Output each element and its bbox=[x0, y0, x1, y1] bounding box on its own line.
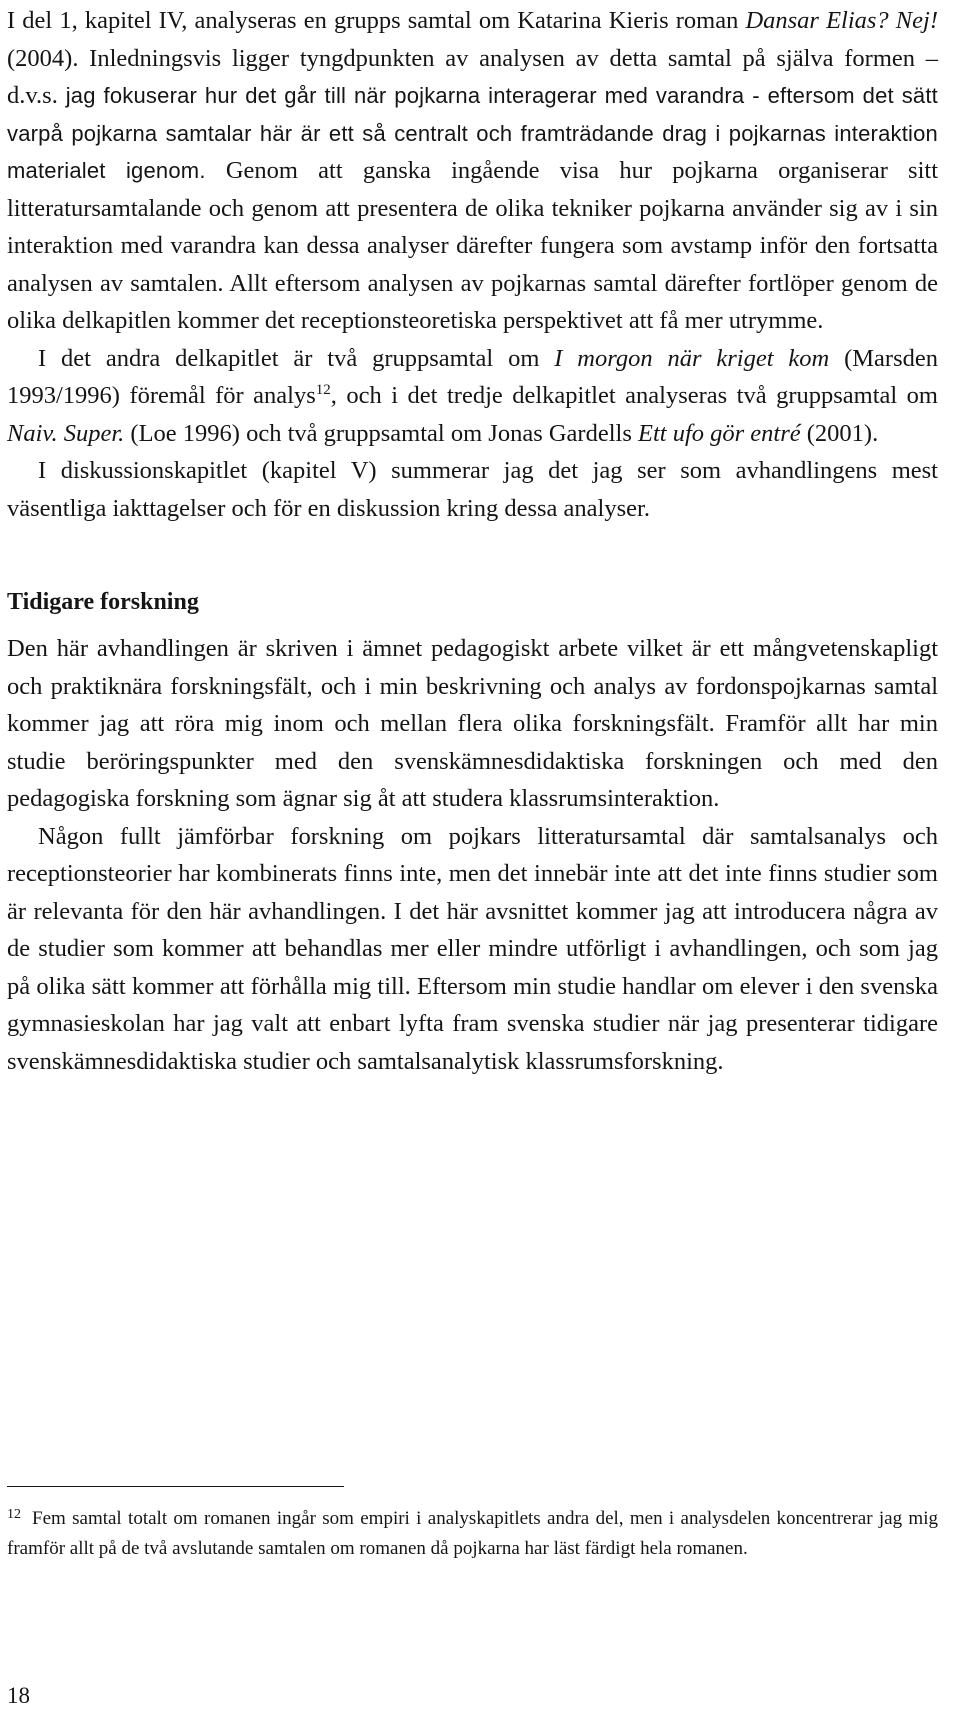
intro-text-sans: jag fokuserar hur det går till när pojkarna interagerar med varandra - eftersom det sätt varpå pojkarna samtalar här är ett så centralt och framträdande drag i pojkarnas interaktion materialet igenom. bbox=[7, 83, 938, 183]
footnote bbox=[7, 1504, 938, 1564]
p2-text-c: , och i det tredje delkapitlet analyseras två gruppsamtal om bbox=[330, 382, 938, 409]
p2-text-b: (Marsden 1993/1996) föremål för analys bbox=[7, 344, 938, 409]
paragraph-research-field: Den här avhandlingen är skriven i ämnet pedagogiskt arbete vilket är ett mångvetenskapligt och praktiknära forskningsfält, och i min beskrivning och analys av fordonspojkarnas samtal kommer jag att röra mig inom och mellan flera olika forskningsfält. Framför allt har min studie beröringspunkter med den svenskämnesdidaktiska forskningen och med den pedagogiska forskning som ägnar sig åt att studera klassrumsinteraktion. bbox=[7, 635, 938, 812]
intro-text-b: (2004). Inledningsvis ligger tyngdpunkten av analysen av detta samtal på själva formen – d.v.s. bbox=[7, 44, 938, 109]
book-title-dansar-elias: Dansar Elias? Nej! bbox=[745, 7, 938, 34]
footnote-separator bbox=[7, 1486, 344, 1487]
p2-text-e: (2001). bbox=[800, 419, 879, 447]
footnote-reference: 12 bbox=[315, 382, 331, 398]
footnote-text: Fem samtal totalt om romanen ingår som empiri i analyskapitlets andra del, men i analysdelen koncentrerar jag mig framför allt på de två avslutande samtalen om romanen då pojkarna har läst färdigt hela romanen. bbox=[7, 1508, 938, 1559]
paragraph-comparable-research: Någon fullt jämförbar forskning om pojkars litteratursamtal där samtalsanalys och receptionsteorier har kombinerats finns inte, men det innebär inte att det inte finns studier som är relevanta för den här avhandlingen. I det här avsnittet kommer jag att introducera några av de studier som kommer att behandlas mer eller mindre utförligt i avhandlingen, och som jag på olika sätt kommer att förhålla mig till. Eftersom min studie handlar om elever i den svenska gymnasieskolan har jag valt att enbart lyfta fram svenska studier när jag presenterar tidigare svenskämnesdidaktiska studier och samtalsanalytisk klassrumsforskning. bbox=[7, 822, 938, 1075]
book-title-i-morgon: I morgon när kriget kom bbox=[554, 344, 830, 372]
paragraph-second-chapter bbox=[7, 340, 938, 453]
p2-text-d: (Loe 1996) och två gruppsamtal om Jonas Gardells bbox=[124, 419, 638, 447]
p2-text-a: I det andra delkapitlet är två gruppsamtal om bbox=[38, 344, 555, 372]
footnote-number: 12 bbox=[7, 1507, 21, 1522]
paragraph-intro bbox=[7, 0, 938, 340]
page-number: 18 bbox=[7, 1683, 30, 1708]
intro-text-a: I del 1, kapitel IV, analyseras en grupps samtal om Katarina Kieris roman bbox=[7, 7, 746, 34]
document-page bbox=[7, 0, 938, 1080]
intro-text-c: Genom att ganska ingående visa hur pojkarna organiserar sitt litteratursamtalande och genom att presentera de olika tekniker pojkarna använder sig av i sin interaktion med varandra kan dessa analyser därefter fungera som avstamp inför den fortsatta analysen av samtalen. Allt eftersom analysen av pojkarnas samtal därefter fortlöper genom de olika delkapitlen kommer det receptionsteoretiska perspektivet att få mer utrymme. bbox=[7, 157, 939, 334]
paragraph-discussion-chapter: I diskussionskapitlet (kapitel V) summerar jag det jag ser som avhandlingens mest väsentliga iakttagelser och för en diskussion kring dessa analyser. bbox=[7, 457, 938, 522]
book-title-naiv-super: Naiv. Super. bbox=[7, 419, 125, 447]
section-heading: Tidigare forskning bbox=[7, 589, 199, 615]
book-title-ett-ufo: Ett ufo gör entré bbox=[637, 419, 801, 447]
